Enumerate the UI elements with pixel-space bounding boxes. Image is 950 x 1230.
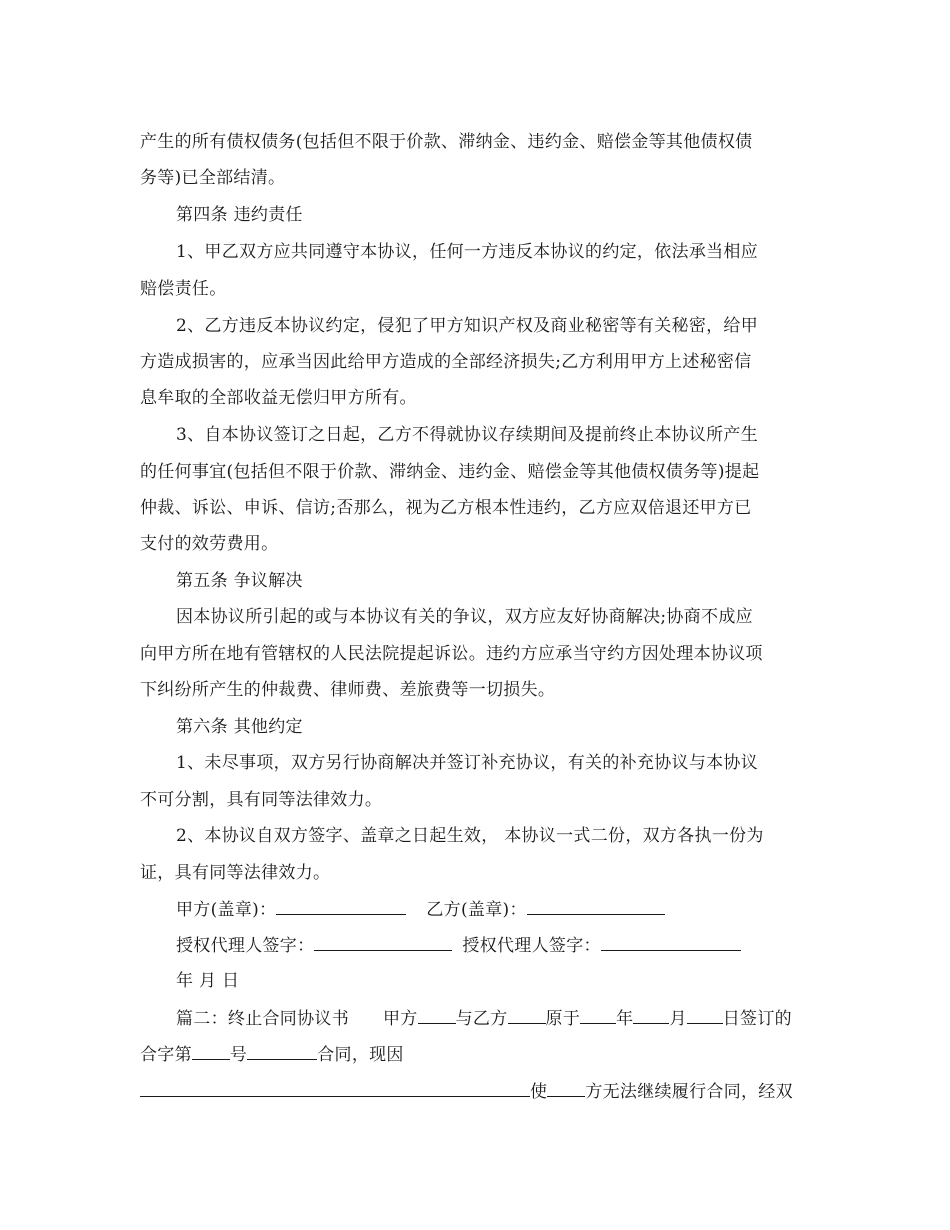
party-b-blank[interactable]: [508, 1007, 546, 1024]
auth-sign-b-label: 授权代理人签字：: [462, 936, 601, 956]
party-blank[interactable]: [547, 1080, 585, 1097]
paragraph-line: 务等)已全部结清。: [140, 168, 286, 188]
text-fragment: 与乙方: [455, 1009, 508, 1029]
auth-sign-a-label: 授权代理人签字：: [176, 936, 315, 956]
date-line: 年 月 日: [176, 971, 240, 991]
party-a-seal-blank[interactable]: [276, 898, 406, 915]
party-b-seal-blank[interactable]: [527, 898, 665, 915]
party-a-blank[interactable]: [418, 1007, 456, 1024]
authorized-sign-line: [176, 934, 741, 957]
day-blank[interactable]: [687, 1007, 723, 1024]
text-fragment: 月: [669, 1009, 687, 1029]
paragraph-line: 支付的效劳费用。: [140, 534, 279, 554]
article-heading: 第五条 争议解决: [176, 571, 303, 591]
paragraph-line: 息牟取的全部收益无偿归甲方所有。: [140, 388, 417, 408]
text-fragment: 使: [530, 1082, 548, 1102]
contract-number-blank[interactable]: [247, 1043, 317, 1060]
paragraph-line: 向甲方所在地有管辖权的人民法院提起诉讼。违约方应承当守约方因处理本协议项: [140, 644, 763, 664]
party-b-seal-label: 乙方(盖章)：: [426, 900, 527, 920]
text-fragment: 合字第: [140, 1045, 192, 1065]
text-fragment: 日签订的: [722, 1009, 792, 1029]
text-fragment: 方无法继续履行合同，经双: [585, 1082, 793, 1102]
paragraph-line: 因本协议所引起的或与本协议有关的争议，双方应友好协商解决;协商不成应: [176, 607, 753, 627]
text-fragment: 合同，现因: [317, 1045, 404, 1065]
paragraph-line: 1、甲乙双方应共同遵守本协议，任何一方违反本协议的约定，依法承当相应: [176, 242, 759, 262]
contract-code-blank[interactable]: [192, 1043, 230, 1060]
text-fragment: 原于: [545, 1009, 581, 1029]
paragraph-line: 下纠纷所产生的仲裁费、律师费、差旅费等一切损失。: [140, 680, 556, 700]
contract-number-line: [140, 1043, 404, 1066]
party-a-seal-label: 甲方(盖章)：: [176, 900, 277, 920]
paragraph-line: 证，具有同等法律效力。: [140, 863, 331, 883]
month-blank[interactable]: [633, 1007, 669, 1024]
reason-blank[interactable]: [140, 1080, 530, 1097]
text-fragment: 年: [616, 1009, 634, 1029]
paragraph-line: 不可分割，具有同等法律效力。: [140, 790, 383, 810]
paragraph-line: 赔偿责任。: [140, 279, 227, 299]
paragraph-line: 产生的所有债权债务(包括但不限于价款、滞纳金、违约金、赔偿金等其他债权债: [140, 132, 753, 152]
paragraph-line: 3、自本协议签订之日起，乙方不得就协议存续期间及提前终止本协议所产生: [176, 425, 759, 445]
article-heading: 第六条 其他约定: [176, 717, 303, 737]
auth-sign-a-blank[interactable]: [314, 934, 452, 951]
article-heading: 第四条 违约责任: [176, 205, 303, 225]
paragraph-line: 仲裁、诉讼、申诉、信访;否那么，视为乙方根本性违约，乙方应双倍退还甲方已: [140, 498, 752, 518]
year-blank[interactable]: [580, 1007, 616, 1024]
paragraph-line: 的任何事宜(包括但不限于价款、滞纳金、违约金、赔偿金等其他债权债务等)提起: [140, 462, 760, 482]
seal-line: [176, 898, 665, 921]
part2-title: 篇二：终止合同协议书: [176, 1009, 349, 1029]
text-fragment: 甲方: [383, 1009, 418, 1029]
paragraph-line: 1、未尽事项，双方另行协商解决并签订补充协议，有关的补充协议与本协议: [176, 753, 759, 773]
reason-line: [140, 1080, 793, 1103]
paragraph-line: 方造成损害的，应承当因此给甲方造成的全部经济损失;乙方利用甲方上述秘密信: [140, 352, 752, 372]
auth-sign-b-blank[interactable]: [601, 934, 741, 951]
paragraph-line: 2、乙方违反本协议约定，侵犯了甲方知识产权及商业秘密等有关秘密，给甲: [176, 316, 759, 336]
text-fragment: 号: [229, 1045, 248, 1065]
paragraph-line: 2、本协议自双方签字、盖章之日起生效， 本协议一式二份，双方各执一份为: [176, 826, 764, 846]
part2-title-line: [176, 1007, 792, 1030]
